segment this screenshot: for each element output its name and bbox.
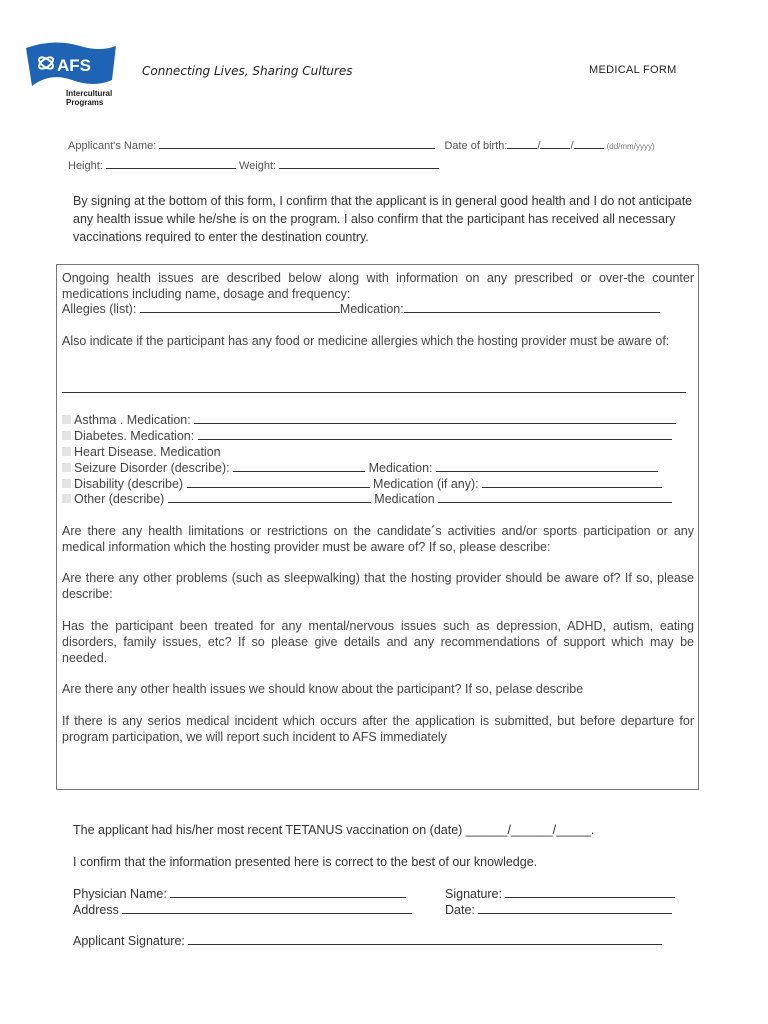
seizure-checkbox[interactable] <box>62 463 71 472</box>
question-mental-health: Has the participant been treated for any mental/nervous issues such as depression, ADHD, autism, eating disorders, family issues, etc? If so please give details and any recommendations of support which may be needed. <box>62 619 694 665</box>
tagline: Connecting Lives, Sharing Cultures <box>142 64 353 78</box>
other-checkbox[interactable] <box>62 494 71 503</box>
dob-month-field[interactable] <box>540 137 570 149</box>
condition-diabetes-row <box>62 428 672 444</box>
other-medication-label: Medication <box>374 492 435 506</box>
food-allergies-field[interactable] <box>62 381 686 393</box>
applicant-signature-label: Applicant Signature: <box>73 934 185 948</box>
condition-asthma-row <box>62 412 676 428</box>
address-row <box>73 902 412 917</box>
other-medication-field[interactable] <box>438 491 672 503</box>
condition-other-row <box>62 491 672 507</box>
disability-checkbox[interactable] <box>62 479 71 488</box>
form-title: MEDICAL FORM <box>589 64 677 76</box>
condition-disability-row <box>62 476 662 492</box>
weight-label: Weight: <box>238 160 277 172</box>
afs-logo <box>24 40 116 96</box>
allergies-field[interactable] <box>140 301 340 313</box>
question-other-problems: Are there any other problems (such as sleepwalking) that the hosting provider should be aware of? If so, please describe: <box>62 571 694 601</box>
disability-label: Disability (describe) <box>74 477 184 491</box>
other-describe-field[interactable] <box>168 491 371 503</box>
physician-name-row <box>73 886 406 901</box>
applicant-signature-field[interactable] <box>188 933 662 945</box>
food-allergies-row <box>62 381 686 397</box>
diabetes-label: Diabetes. Medication: <box>74 429 195 443</box>
confirm-statement: I confirm that the information presented here is correct to the best of our knowledge. <box>73 855 538 869</box>
tetanus-statement: The applicant had his/her most recent TETANUS vaccination on (date) ______/______/_____. <box>73 823 595 837</box>
date-row <box>445 902 672 917</box>
address-field[interactable] <box>122 902 412 914</box>
condition-seizure-row <box>62 460 658 476</box>
allergies-row <box>62 301 660 317</box>
logo-subtitle: Intercultural Programs <box>66 89 113 107</box>
applicant-signature-row <box>73 933 662 948</box>
allergies-medication-label: Medication: <box>339 302 404 316</box>
disability-medication-field[interactable] <box>482 476 662 488</box>
seizure-label: Seizure Disorder (describe): <box>74 461 230 475</box>
other-label: Other (describe) <box>74 492 165 506</box>
dob-year-field[interactable] <box>574 137 604 149</box>
incident-notice: If there is any serios medical incident which occurs after the application is submitted, but before departure for program participation, we will report such incident to AFS immediately <box>62 714 694 744</box>
date-field[interactable] <box>478 902 672 914</box>
weight-field[interactable] <box>279 157 439 169</box>
question-other-health: Are there any other health issues we should know about the participant? If so, pelase describe <box>62 682 584 696</box>
applicant-name-field[interactable] <box>159 137 435 149</box>
applicant-name-label: Applicant's Name: <box>68 140 157 152</box>
ongoing-health-text: Ongoing health issues are described below along with information on any prescribed or over-the counter medications including name, dosage and frequency: <box>62 271 694 301</box>
address-label: Address <box>73 903 119 917</box>
diabetes-checkbox[interactable] <box>62 431 71 440</box>
seizure-medication-label: Medication: <box>368 461 433 475</box>
height-field[interactable] <box>106 157 236 169</box>
dob-label: Date of birth: <box>444 140 508 152</box>
diabetes-medication-field[interactable] <box>198 428 672 440</box>
allergies-medication-field[interactable] <box>404 301 660 313</box>
physician-signature-field[interactable] <box>505 886 675 898</box>
allergies-label: Allegies (list): <box>62 302 137 316</box>
applicant-name-row <box>68 137 655 152</box>
asthma-checkbox[interactable] <box>62 415 71 424</box>
svg-text:AFS: AFS <box>57 56 91 75</box>
height-label: Height: <box>68 160 103 172</box>
heart-disease-checkbox[interactable] <box>62 447 71 456</box>
dob-separator: / <box>570 140 574 152</box>
heart-disease-label: Heart Disease. Medication <box>74 445 221 459</box>
physician-name-field[interactable] <box>170 886 406 898</box>
disability-medication-label: Medication (if any): <box>373 477 479 491</box>
signature-row <box>445 886 675 901</box>
disability-describe-field[interactable] <box>187 476 370 488</box>
condition-heart-row <box>62 444 221 460</box>
physician-signature-label: Signature: <box>445 887 502 901</box>
seizure-describe-field[interactable] <box>233 460 365 472</box>
physician-name-label: Physician Name: <box>73 887 167 901</box>
seizure-medication-field[interactable] <box>436 460 658 472</box>
dob-format-hint: (dd/mm/yyyy) <box>606 142 655 151</box>
dob-day-field[interactable] <box>507 137 537 149</box>
asthma-medication-field[interactable] <box>194 412 676 424</box>
asthma-label: Asthma . Medication: <box>74 413 191 427</box>
question-limitations: Are there any health limitations or restrictions on the candidate´s activities and/or sports participation or any medical information which the hosting provider must be aware of? If so, please describe: <box>62 524 694 554</box>
also-indicate-text: Also indicate if the participant has any food or medicine allergies which the hosting provider must be aware of: <box>62 334 670 348</box>
dob-separator: / <box>537 140 541 152</box>
date-label: Date: <box>445 903 475 917</box>
height-weight-row <box>68 157 439 172</box>
intro-statement: By signing at the bottom of this form, I confirm that the applicant is in general good health and I do not anticipate any health issue while he/she is on the program. I also confirm that the participant has received all necessary vaccinations required to enter the destination country. <box>73 194 693 244</box>
